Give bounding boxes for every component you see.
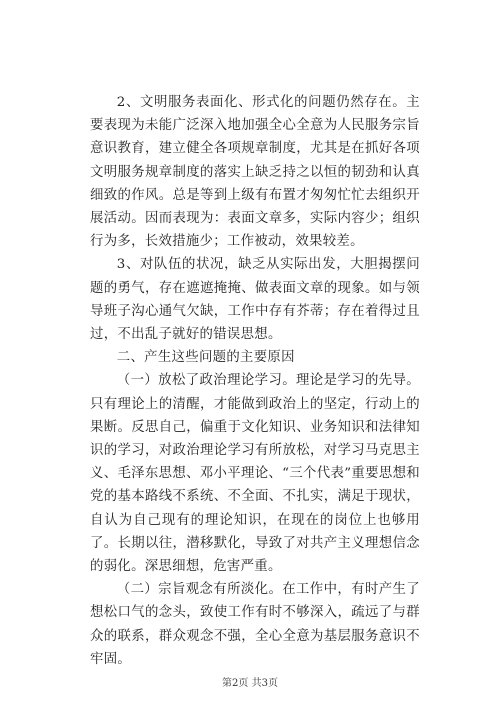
paragraph-political-theory: （一）放松了政治理论学习。理论是学习的先导。只有理论上的清醒，才能做到政治上的坚定，行动上的果断。反思自己，偏重于文化知识、业务知识和法律知识的学习，对政治理论学习有所放松，对学习马克思主义、毛泽东思想、邓小平理论、“三个代表”重要思想和党的基本路线不系统、不全面、不扎实，满足于现状，自认为自己现有的理论知识，在现在的岗位上也够用了。长期以往，潜移默化，导致了对共产主义理想信念的弱化。深思细想，危害严重。	[90, 373, 420, 575]
paragraph-service-formalism: 2、文明服务表面化、形式化的问题仍然存在。主要表现为未能广泛深入地加强全心全意为人民服务宗旨意识教育，建立健全各项规章制度，尤其是在抓好各项文明服务规章制度的落实上缺乏持之以恒的韧劲和认真细致的作风。总是等到上级有布置才匆匆忙忙去组织开展活动。因而表现为：表面文章多，实际内容少；组织行为多，长效措施少；工作被动，效果较差。	[90, 95, 420, 250]
page-footer: 第2页 共3页	[222, 678, 278, 689]
section-heading-causes: 二、产生这些问题的主要原因	[116, 350, 295, 366]
document-body	[90, 91, 420, 671]
paragraph-team-status: 3、对队伍的状况，缺乏从实际出发，大胆揭摆问题的勇气，存在遮遮掩掩、做表面文章的现象。如与领导班子沟心通气欠缺，工作中存有芥蒂；存在着得过且过，不出乱子就好的错误思想。	[90, 257, 420, 343]
paragraph-purpose-awareness: （二）宗旨观念有所淡化。在工作中，有时产生了想松口气的念头，致使工作有时不够深入，疏远了与群众的联系，群众观念不强，全心全意为基层服务意识不牢固。	[90, 582, 420, 667]
